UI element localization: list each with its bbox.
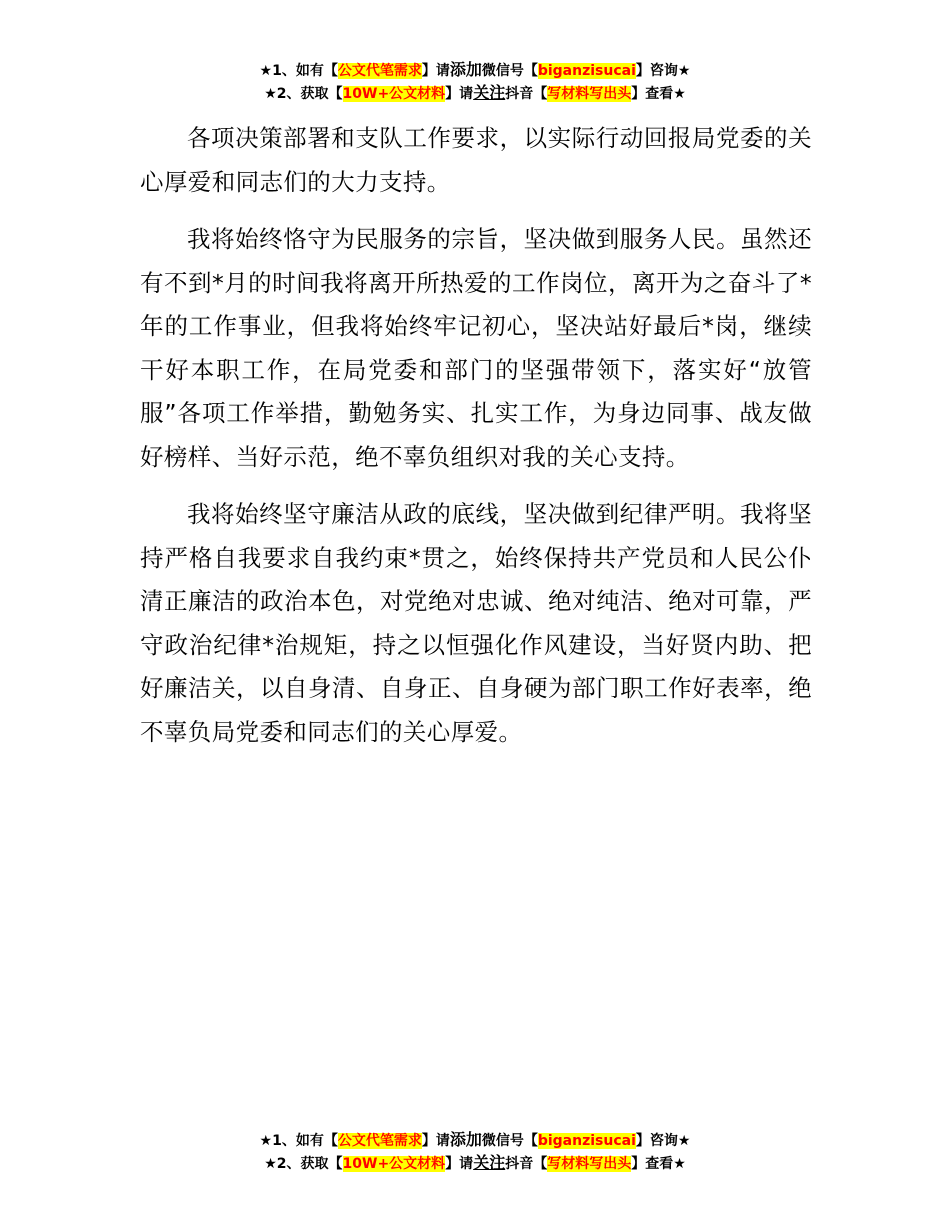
document-body bbox=[140, 117, 812, 768]
banner-emphasis-underlined: 关注 bbox=[473, 1153, 506, 1172]
banner-text: 】请 bbox=[445, 86, 474, 102]
body-paragraph-2: 我将始终恪守为民服务的宗旨，坚决做到服务人民。虽然还有不到*月的时间我将离开所热爱的工作岗位，离开为之奋斗了*年的工作事业，但我将始终牢记初心，坚决站好最后*岗，继续干好本职工作，在局党委和部门的坚强带领下，落实好“放管服”各项工作举措，勤勉务实、扎实工作，为身边同事、战友做好榜样、当好示范，绝不辜负组织对我的关心支持。 bbox=[140, 225, 812, 471]
body-paragraph-1: 各项决策部署和支队工作要求，以实际行动回报局党委的关心厚爱和同志们的大力支持。 bbox=[140, 124, 812, 196]
banner-text: 抖音【 bbox=[505, 1156, 548, 1172]
banner-emphasis: 添加 bbox=[449, 60, 482, 79]
banner-text: 】咨询★ bbox=[635, 63, 691, 79]
banner-text: 微信号【 bbox=[481, 63, 538, 79]
highlight-ghostwriting: 公文代笔需求 bbox=[337, 63, 422, 79]
banner-text: ★1、如有【 bbox=[259, 63, 338, 79]
banner-text: 】请 bbox=[445, 1156, 474, 1172]
banner-text: 抖音【 bbox=[505, 86, 548, 102]
header-banner-line-1 bbox=[0, 59, 950, 82]
banner-text: ★2、获取【 bbox=[264, 1156, 343, 1172]
highlight-materials: 10W+公文材料 bbox=[342, 1156, 446, 1172]
footer-banner bbox=[0, 1129, 950, 1175]
header-banner bbox=[0, 59, 950, 105]
body-paragraph-3: 我将始终坚守廉洁从政的底线，坚决做到纪律严明。我将坚持严格自我要求自我约束*贯之，始终保持共产党员和人民公仆清正廉洁的政治本色，对党绝对忠诚、绝对纯洁、绝对可靠，严守政治纪律*治规矩，持之以恒强化作风建设，当好贤内助、把好廉洁关，以自身清、自身正、自身硬为部门职工作好表率，绝不辜负局党委和同志们的关心厚爱。 bbox=[140, 500, 812, 746]
banner-text: ★1、如有【 bbox=[259, 1133, 338, 1149]
highlight-wechat-id: biganzisucai bbox=[537, 1133, 636, 1149]
banner-text: 】请 bbox=[421, 1133, 450, 1149]
banner-text: 】请 bbox=[421, 63, 450, 79]
footer-banner-line-2 bbox=[0, 1152, 950, 1175]
highlight-wechat-id: biganzisucai bbox=[537, 63, 636, 79]
highlight-ghostwriting: 公文代笔需求 bbox=[337, 1133, 422, 1149]
banner-text: 微信号【 bbox=[481, 1133, 538, 1149]
highlight-materials: 10W+公文材料 bbox=[342, 86, 446, 102]
highlight-douyin-account: 写材料写出头 bbox=[547, 86, 632, 102]
banner-emphasis: 添加 bbox=[449, 1130, 482, 1149]
banner-emphasis-underlined: 关注 bbox=[473, 83, 506, 102]
header-banner-line-2 bbox=[0, 82, 950, 105]
footer-banner-line-1 bbox=[0, 1129, 950, 1152]
banner-text: ★2、获取【 bbox=[264, 86, 343, 102]
banner-text: 】查看★ bbox=[631, 86, 686, 102]
highlight-douyin-account: 写材料写出头 bbox=[547, 1156, 632, 1172]
banner-text: 】查看★ bbox=[631, 1156, 686, 1172]
banner-text: 】咨询★ bbox=[635, 1133, 691, 1149]
